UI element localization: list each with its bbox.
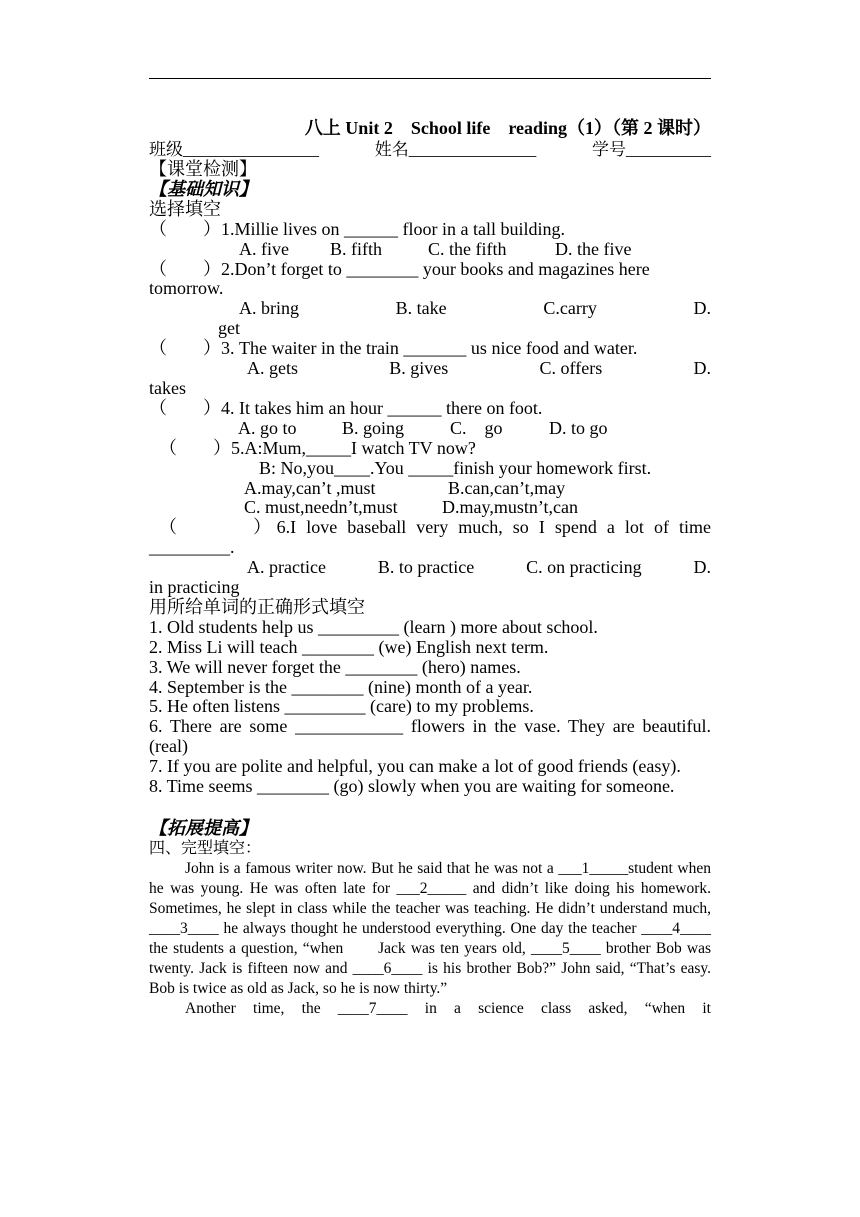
question-2-continuation: tomorrow. (149, 278, 224, 299)
option-b: B. fifth (330, 238, 382, 259)
option-c: C. offers (539, 358, 603, 379)
option-a: A. gets (247, 358, 298, 379)
option-a: A.may,can’t ,must (244, 477, 376, 498)
question-5-options-ab (149, 479, 711, 499)
option-a: A. go to (238, 417, 297, 438)
option-a: A. five (239, 238, 289, 259)
number-field: 学号__________ (592, 140, 711, 159)
worksheet-page (149, 118, 711, 1019)
spacer (149, 797, 711, 819)
question-5-stem: （ ）5.A:Mum,_____I watch TV now? (159, 437, 476, 458)
option-c: C.carry (543, 298, 597, 319)
question-3-options (149, 359, 711, 379)
option-d: D. the five (555, 238, 632, 259)
subheading-cloze: 四、完型填空： (149, 839, 262, 857)
question-1-stem: （ ）1.Millie lives on ______ floor in a tall building. (149, 218, 565, 239)
option-a: A. bring (239, 298, 299, 319)
section-heading-check: 【课堂检测】 (149, 159, 257, 179)
question-6-continuation: _________. (149, 537, 235, 558)
header-rule (149, 78, 711, 79)
subheading-choose: 选择填空 (149, 198, 221, 219)
wordform-item: 6. There are some ____________ flowers in the vase. They are beautiful. (real) (149, 716, 711, 757)
class-field: 班级________________ (149, 140, 319, 159)
wordform-item: 1. Old students help us _________ (learn ) more about school. (149, 616, 598, 637)
option-a: A. practice (247, 557, 326, 578)
question-1-options (149, 240, 711, 260)
option-d: D. (693, 557, 711, 578)
option-d: D. (693, 358, 711, 379)
wordform-item: 3. We will never forget the ________ (hero) names. (149, 656, 521, 677)
cloze-paragraph-2: Another time, the ____7____ in a science class asked, “when it (185, 999, 711, 1017)
name-field: 姓名_______________ (374, 140, 537, 159)
question-5-options-cd (149, 498, 711, 518)
question-2-option-d-wrap: get (218, 318, 240, 339)
option-d: D. to go (549, 417, 608, 438)
section-heading-basic-text: 【基础知识】 (149, 178, 257, 199)
wordform-item: 2. Miss Li will teach ________ (we) English next term. (149, 636, 549, 657)
subheading-wordform: 用所给单词的正确形式填空 (149, 596, 365, 617)
wordform-item: 4. September is the ________ (nine) month of a year. (149, 676, 533, 697)
option-c: C. on practicing (526, 557, 642, 578)
option-b: B. going (342, 417, 405, 438)
page-title: 八上 Unit 2 School life reading（1）（第 2 课时） (304, 118, 711, 138)
option-b: B.can,can’t,may (448, 477, 566, 498)
question-6-stem: （ ）6.I love baseball very much, so I spend a lot of time (159, 517, 711, 538)
question-3-option-d-wrap: takes (149, 377, 186, 398)
option-c: C. the fifth (428, 238, 507, 259)
option-b: B. take (395, 298, 447, 319)
wordform-item: 5. He often listens _________ (care) to my problems. (149, 696, 534, 717)
student-info-row (149, 140, 711, 160)
cloze-paragraph-1: John is a famous writer now. But he said that he was not a ___1_____student when he was young. He was often late for ___2_____ and didn’t like doing his homework. Sometimes, he slept in class while the teacher was teaching. He didn’t understand much, ____3____ he always thought he understood everything. One day the teacher ____4____ the students a question, “when Jack was ten years old, ____5____ brother Bob was twenty. Jack is fifteen now and ____6____ is his brother Bob?” John said, “That’s easy. Bob is twice as old as Jack, so he is now thirty.” (149, 859, 711, 997)
option-d: D.may,mustn’t,can (442, 497, 578, 518)
option-d: D. (693, 298, 711, 319)
question-2-options (149, 299, 711, 319)
question-4-stem: （ ）4. It takes him an hour ______ there on foot. (149, 397, 543, 418)
wordform-item: 7. If you are polite and helpful, you can make a lot of good friends (easy). (149, 756, 681, 777)
option-c: C. go (450, 417, 503, 438)
question-6-option-d-wrap: in practicing (149, 577, 240, 598)
section-heading-basic (149, 180, 711, 200)
section-heading-extend-text: 【拓展提高】 (149, 818, 257, 838)
question-4-options (149, 419, 711, 439)
wordform-item: 8. Time seems ________ (go) slowly when you are waiting for someone. (149, 776, 675, 797)
question-6-options (149, 558, 711, 578)
question-2-stem: （ ）2.Don’t forget to ________ your books and magazines here (149, 258, 650, 279)
option-b: B. to practice (377, 557, 475, 578)
section-heading-extend (149, 819, 711, 839)
option-b: B. gives (389, 358, 449, 379)
option-c: C. must,needn’t,must (244, 497, 398, 518)
question-5-reply: B: No,you____.You _____finish your homework first. (259, 457, 652, 478)
question-3-stem: （ ）3. The waiter in the train _______ us nice food and water. (149, 338, 638, 359)
